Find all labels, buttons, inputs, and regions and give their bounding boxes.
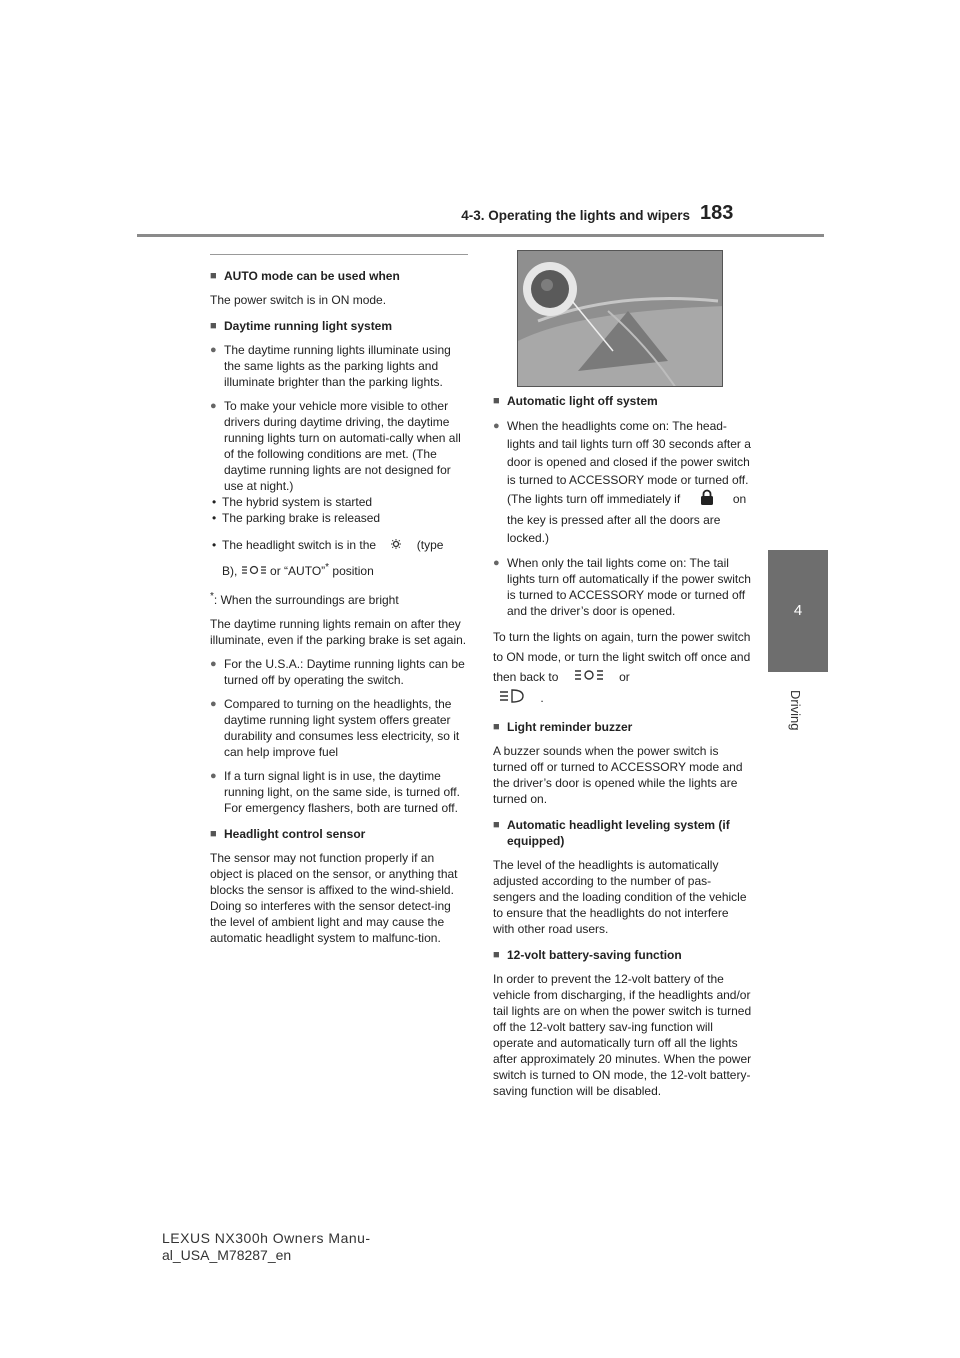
footnote-text: : When the surroundings are bright [213,592,399,607]
header-rule [137,234,824,237]
leveling-body: The level of the headlights is automatically adjusted according to the number of pas-sengers and the loading condition of the vehicle to ensure that the headlights do not interfere with other road users. [493,857,747,936]
drl-bullet-4: ● Compared to turning on the headlights, the daytime running light system offers greater durability and consumes less electricity, so it can help improve fuel [210,696,468,760]
lock-icon [700,489,714,511]
drl-remain-body: The daytime running lights remain on after they illuminate, even if the parking brake is set again. [210,616,467,647]
drl-sub-3-c: B), [222,563,238,578]
tail-light-icon [574,668,604,688]
parking-light-icon [389,535,403,557]
drl-sub-3-e: position [329,563,374,578]
drl-sub-3-b: (type [416,538,444,552]
auto-off-bullet-1-a: When the headlights come on: The head-lights and tail lights turn off 30 seconds after a door is opened and closed if the power switch is turned to ACCESSORY mode or turned off. (The lights turn off immediately if [507,419,751,507]
drl-sub-3-d: or “AUTO” [270,563,326,578]
drl-sub-1: • The hybrid system is started [210,494,468,510]
auto-off-bullet-1-b: on the key is pressed after all the doors are locked.) [507,492,747,545]
headlight-icon [499,689,525,709]
battery-body: In order to prevent the 12-volt battery of the vehicle from discharging, if the headlights and/or tail lights are on when the power switch is turned off the 12-volt battery sav-ing function will operate and automatically turn off all the lights after approximately 20 minutes. When the power switch is turned to ON mode, the 12-volt battery-saving function will be disabled. [493,971,752,1098]
auto-off-body-b: or [619,670,630,684]
footnote [210,589,468,608]
left-column [210,258,468,946]
drl-heading: ■ Daytime running light system [210,318,468,334]
battery-heading: ■ 12-volt battery-saving function [493,947,753,963]
drl-bullet-3: ● For the U.S.A.: Daytime running lights can be turned off by operating the switch. [210,656,468,688]
sensor-photo [517,250,723,387]
chapter-tab: 4 [768,550,828,672]
buzzer-body: A buzzer sounds when the power switch is turned off or turned to ACCESSORY mode and the driver’s door is opened while the lights are turned on. [493,743,743,806]
page-number: 183 [700,202,734,224]
auto-mode-body: The power switch is in ON mode. [210,293,387,307]
footer [162,1230,452,1264]
auto-mode-heading: ■ AUTO mode can be used when [210,268,468,284]
tail-light-icon [241,561,267,583]
drl-sub-3 [210,534,468,583]
drl-bullet-2: ● To make your vehicle more visible to other drivers during daytime driving, the daytime running lights turn on automati-cally when all of the following conditions are met. (The daytime running lights are not designed for use at night.) [210,398,468,494]
auto-off-body-a: To turn the lights on again, turn the power switch to ON mode, or turn the light switch off once and then back to [493,630,751,684]
auto-off-body-c: . [540,690,544,705]
auto-off-body [493,627,753,709]
column-top-rule [210,254,468,255]
drl-bullet-5: ● If a turn signal light is in use, the daytime running light, on the same side, is turned off. For emergency flashers, both are turned off. [210,768,468,816]
drl-sub-2: • The parking brake is released [210,510,468,526]
footer-line-2: al_USA_M78287_en [162,1247,292,1263]
drl-bullet-1: ● The daytime running lights illuminate using the same lights as the parking lights and illuminate brighter than the parking lights. [210,342,468,390]
footer-line-1: LEXUS NX300h Owners Manu- [162,1230,371,1246]
drl-sub-3-star: * [325,561,330,573]
auto-off-heading: ■ Automatic light off system [493,393,753,409]
auto-off-bullet-2: ● When only the tail lights come on: The tail lights turn off automatically if the power switch is turned to ACCESSORY mode or turned off and the driver’s door is opened. [493,555,753,619]
drl-sub-3-a: The headlight switch is in the [222,538,377,552]
footnote-mark: * [210,590,214,602]
auto-off-bullet-1 [493,417,753,547]
sensor-body: The sensor may not function properly if an object is placed on the sensor, or anything that blocks the sensor is affixed to the wind-shield. Doing so interferes with the sensor detect-ing the level of ambient light and may cause the automatic headlight system to malfunc-tion. [210,850,458,945]
buzzer-heading: ■ Light reminder buzzer [493,719,753,735]
chapter-label: Driving [788,690,803,731]
section-title: 4-3. Operating the lights and wipers [461,208,690,223]
sensor-heading: ■ Headlight control sensor [210,826,468,842]
right-column [493,393,753,1099]
leveling-heading: ■ Automatic headlight leveling system (if equipped) [493,817,753,849]
